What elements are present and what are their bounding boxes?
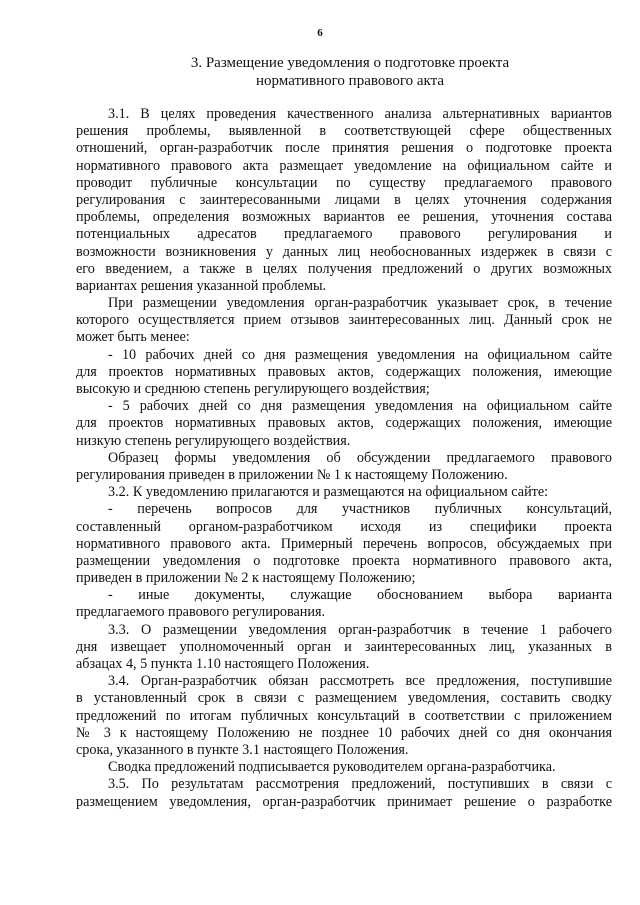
text-line: Сводка предложений подписывается руководителем органа-разработчика. xyxy=(108,759,556,776)
text-line: Образец формы уведомления об обсуждении предлагаемого правового xyxy=(108,449,612,466)
text-line: 3.2. К уведомлению прилагаются и размещаются на официальном сайте: xyxy=(108,484,549,501)
page-number: 6 xyxy=(317,27,323,39)
text-line: для проектов нормативных правовых актов, содержащих положения, имеющие xyxy=(76,363,612,380)
text-line: абзацах 4, 5 пункта 1.10 настоящего Положения. xyxy=(76,656,370,672)
text-line: отношений, орган-разработчик после принятия решения о подготовке проекта xyxy=(76,140,612,157)
text-line: решения проблемы, выявленной в соответствующей сфере общественных xyxy=(76,123,612,140)
text-line: которого осуществляется прием отзывов заинтересованных лиц. Данный срок не xyxy=(76,312,612,329)
document-body xyxy=(76,106,612,811)
text-line: нормативного правового акта. Примерный перечень вопросов, обсуждаемых при xyxy=(76,535,612,552)
section-title-line-1: 3. Размещение уведомления о подготовке проекта xyxy=(190,55,510,71)
text-line: дня извещает уполномоченный орган и заинтересованных лиц, указанных в xyxy=(76,638,612,655)
text-line: его введением, а также в целях получения предложений о других возможных xyxy=(76,260,612,277)
text-line: возможности возникновения у данных лиц необоснованных издержек в связи с xyxy=(76,243,612,260)
text-line: 3.3. О размещении уведомления орган-разработчик в течение 1 рабочего xyxy=(108,621,612,638)
text-line: 3.4. Орган-разработчик обязан рассмотреть все предложения, поступившие xyxy=(108,673,612,690)
text-line: низкую степень регулирующего воздействия. xyxy=(76,432,351,449)
text-line: высокую и среднюю степень регулирующего воздействия; xyxy=(76,381,430,397)
text-line: 3.5. По результатам рассмотрения предложений, поступивших в связи с xyxy=(108,776,612,793)
text-line: регулирования приведен в приложении № 1 к настоящему Положению. xyxy=(76,466,508,483)
text-line: регулирования с заинтересованными лицами в целях уточнения содержания xyxy=(76,191,612,208)
section-title xyxy=(70,54,630,90)
text-line: При размещении уведомления орган-разработчик указывает срок, в течение xyxy=(108,295,612,312)
text-line: проблемы, определения возможных вариантов ее решения, уточнения состава xyxy=(76,209,612,226)
text-line: для проектов нормативных правовых актов, содержащих положения, имеющие xyxy=(76,415,612,432)
text-line: - перечень вопросов для участников публичных консультаций, xyxy=(108,501,612,518)
text-line: может быть менее: xyxy=(76,329,190,346)
text-line: в установленный срок в связи с размещением уведомления, составить сводку xyxy=(76,690,612,707)
text-line: предложений по итогам публичных консультаций в соответствии с приложением xyxy=(76,707,612,724)
section-title-line-2: нормативного правового акта xyxy=(256,73,444,89)
text-line: - 10 рабочих дней со дня размещения уведомления на официальном сайте xyxy=(108,346,612,363)
text-line: составленный органом-разработчиком исходя из специфики проекта xyxy=(76,518,612,535)
text-line: - иные документы, служащие обоснованием выбора варианта xyxy=(108,587,612,604)
text-line: предлагаемого правового регулирования. xyxy=(76,604,326,621)
text-line: - 5 рабочих дней со дня размещения уведомления на официальном сайте xyxy=(108,398,612,415)
text-line: проводит публичные консультации по существу предлагаемого правового xyxy=(76,174,612,191)
text-line: размещении уведомления о подготовке проекта нормативного правового акта, xyxy=(76,552,612,569)
text-line: вариантах решения указанной проблемы. xyxy=(76,277,327,294)
text-line: размещением уведомления, орган-разработчик принимает решение о разработке xyxy=(76,793,612,810)
text-line: № 3 к настоящему Положению не позднее 10 рабочих дней со дня окончания xyxy=(76,724,612,741)
text-line: 3.1. В целях проведения качественного анализа альтернативных вариантов xyxy=(108,106,612,122)
text-line: потенциальных адресатов предлагаемого правового регулирования и xyxy=(76,226,612,243)
text-line: срока, указанного в пункте 3.1 настоящего Положения. xyxy=(76,741,409,758)
text-line: приведен в приложении № 2 к настоящему Положению; xyxy=(76,570,416,587)
text-line: нормативного правового акта размещает уведомление на официальном сайте и xyxy=(76,157,612,174)
